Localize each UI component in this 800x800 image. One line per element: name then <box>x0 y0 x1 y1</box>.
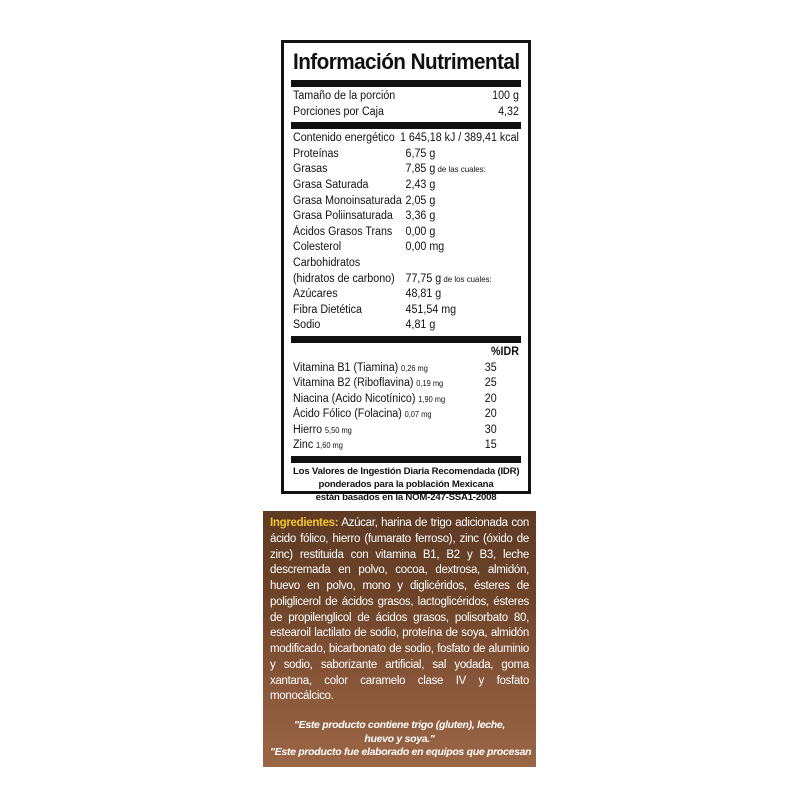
energy-name: Contenido energético <box>293 132 395 145</box>
allergen-line: huevo y soya." <box>364 732 435 745</box>
nutrient-row <box>293 287 519 303</box>
nutrient-row <box>293 256 519 272</box>
vitamin-amount: 0,07 mg <box>404 410 432 420</box>
vitamin-idr: 20 <box>484 392 497 405</box>
vitamin-amount: 5,50 mg <box>324 425 352 435</box>
thick-divider <box>291 80 521 87</box>
nutrient-value: 3,36 g <box>405 210 436 223</box>
nutrient-value: 0,00 g <box>405 225 436 238</box>
idr-footnote <box>293 465 519 505</box>
nutrient-row <box>293 209 519 225</box>
footnote-line: están basados en la NOM-247-SSA1-2008 <box>315 492 497 504</box>
vitamin-idr: 20 <box>484 408 497 421</box>
nutrient-row <box>293 225 519 241</box>
ingredients-panel <box>263 511 536 767</box>
nutrient-value: 451,54 mg <box>405 303 457 316</box>
nutrient-row <box>293 162 519 178</box>
idr-header-row <box>293 345 519 361</box>
energy-value: 1 645,18 kJ / 389,41 kcal <box>400 132 519 145</box>
nutrient-row <box>293 240 519 256</box>
serving-size-value: 100 g <box>492 90 519 102</box>
nutrient-row <box>293 147 519 163</box>
nutrient-value: 7,85 g <box>405 163 436 176</box>
energy-row <box>293 131 519 147</box>
nutrient-name: Colesterol <box>293 241 342 254</box>
ingredients-list: Azúcar, harina de trigo adicionada con ácido fólico, hierro (fumarato ferroso), zinc (óxido de zinc) restituida con vitamina B1, B2 y B3, leche descremada en polvo, cocoa, dextrosa, almidón, huevo en polvo, mono y diglicéridos, ésteres de poliglicerol de ácidos grasos, lactoglicéridos, ésteres de propilenglicol de ácidos grasos, polisorbato 80, estearoil lactilato de sodio, proteína de soya, almidón modificado, bicarbonato de sodio, fosfato de aluminio y sodio, saborizante artificial, sal yodada, goma xantana, color caramelo clase IV y fosfato monocálcico. <box>270 517 529 703</box>
serving-size-row <box>293 89 519 105</box>
footnote-line: ponderados para la población Mexicana <box>318 479 494 491</box>
vitamin-amount: 1,90 mg <box>418 394 446 404</box>
nutrient-row <box>293 303 519 319</box>
nutrient-name: Sodio <box>293 319 321 332</box>
nutrient-row <box>293 178 519 194</box>
thick-divider <box>291 336 521 343</box>
vitamin-idr: 25 <box>484 377 497 390</box>
ingredients-text <box>270 516 529 705</box>
nutrient-value: 4,81 g <box>405 319 436 332</box>
nutrient-name: Azúcares <box>293 288 338 301</box>
nutrient-value: 2,05 g <box>405 194 436 207</box>
vitamin-name: Zinc <box>293 439 314 452</box>
servings-per-box-value: 4,32 <box>498 105 519 118</box>
servings-per-box-name: Porciones por Caja <box>293 105 384 118</box>
vitamin-row <box>293 361 519 377</box>
nutrient-row <box>293 272 519 288</box>
nutrient-list <box>293 147 519 334</box>
vitamin-name: Ácido Fólico (Folacina) <box>293 408 402 421</box>
vitamin-amount: 1,60 mg <box>316 441 343 451</box>
allergen-line: "Este producto fue elaborado en equipos que procesan <box>270 746 532 758</box>
vitamin-name: Hierro <box>293 423 323 436</box>
nutrient-row <box>293 318 519 334</box>
footnote-line: Los Valores de Ingestión Diaria Recomendada (IDR) <box>293 466 520 478</box>
allergen-warning <box>270 719 532 760</box>
nutrient-name: (hidratos de carbono) <box>293 272 395 285</box>
vitamin-row <box>293 423 519 439</box>
nutrient-value: 48,81 g <box>405 288 442 301</box>
vitamin-idr: 35 <box>484 361 497 374</box>
nutrient-name: Proteínas <box>293 147 339 160</box>
nutrient-name: Grasa Saturada <box>293 178 369 191</box>
nutrient-name: Grasa Poliinsaturada <box>293 210 393 223</box>
nutrient-name: Carbohidratos <box>293 256 361 269</box>
thick-divider <box>291 122 521 129</box>
nutrient-row <box>293 194 519 210</box>
vitamin-row <box>293 438 519 454</box>
vitamin-idr: 30 <box>484 423 497 436</box>
nutrient-value: 2,43 g <box>405 178 436 191</box>
nutrient-note: de los cuales: <box>441 273 492 284</box>
nutrient-name: Grasa Monoinsaturada <box>293 194 402 207</box>
nutrient-value: 77,75 g <box>405 272 442 285</box>
vitamin-name: Vitamina B2 (Riboflavina) <box>293 377 414 390</box>
nutrient-value: 0,00 mg <box>405 241 445 254</box>
ingredients-heading: Ingredientes: <box>270 517 339 529</box>
vitamin-amount: 0,26 mg <box>400 363 428 373</box>
serving-size-name: Tamaño de la porción <box>293 90 396 102</box>
vitamin-amount: 0,19 mg <box>416 379 444 389</box>
label-title: Información Nutrimental <box>293 49 520 74</box>
vitamin-list <box>293 361 519 455</box>
allergen-line: "Este producto contiene trigo (gluten), leche, <box>293 719 506 731</box>
nutrient-name: Fibra Dietética <box>293 303 362 316</box>
servings-per-box-row <box>293 105 519 121</box>
nutrient-name: Ácidos Grasos Trans <box>293 225 393 238</box>
nutrient-value: 6,75 g <box>405 147 436 160</box>
idr-header: %IDR <box>491 345 519 358</box>
nutrition-facts-label <box>281 40 531 504</box>
nutrient-note: de las cuales: <box>435 164 486 175</box>
vitamin-row <box>293 407 519 423</box>
vitamin-name: Niacina (Acido Nicotínico) <box>293 392 416 405</box>
vitamin-name: Vitamina B1 (Tiamina) <box>293 361 399 374</box>
nutrient-name: Grasas <box>293 163 328 176</box>
vitamin-row <box>293 392 519 408</box>
vitamin-row <box>293 376 519 392</box>
vitamin-idr: 15 <box>484 439 497 452</box>
thick-divider <box>291 456 521 463</box>
